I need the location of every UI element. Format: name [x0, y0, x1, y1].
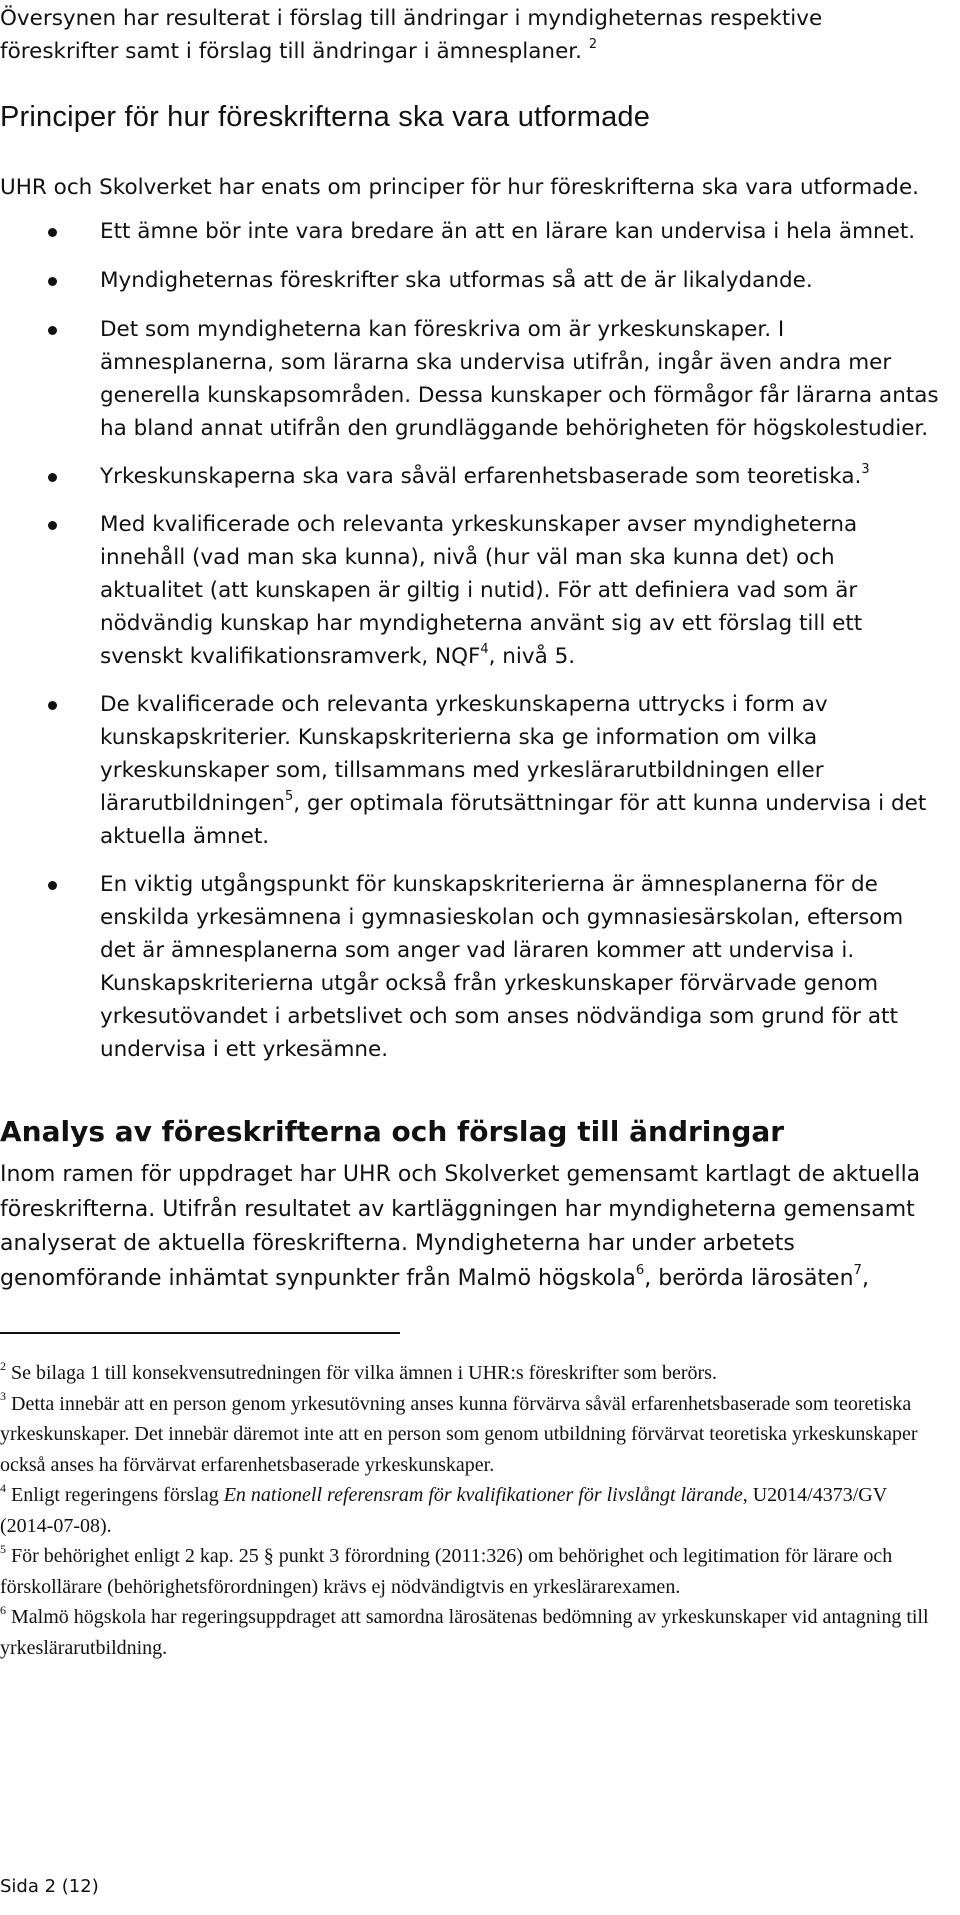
section-heading-analysis: Analys av föreskrifterna och förslag till ändringar: [0, 1115, 785, 1148]
list-item-text: , ger optimala förutsättningar för att kunna undervisa i det aktuella ämnet.: [100, 791, 927, 849]
bullet-dot-icon: [48, 326, 57, 335]
footnote-text: Detta innebär att en person genom yrkesutövning anses kunna förvärva såväl erfarenhetsbaserade som teoretiska yrkeskunskaper. Det innebär däremot inte att en person som genom utbildning förvärvat teoretiska yrkeskunskaper också anses ha förvärvat erfarenhetsbaserade yrkeskunskaper.: [0, 1392, 918, 1476]
footnote-text: Malmö högskola har regeringsuppdraget att samordna lärosätenas bedömning av yrkeskunskaper vid antagning till yrkeslärarutbildning.: [0, 1606, 929, 1659]
list-item: [0, 460, 940, 493]
section-heading-principles: Principer för hur föreskrifterna ska vara utformade: [0, 101, 651, 133]
bullet-dot-icon: [48, 277, 57, 286]
list-item: [0, 215, 940, 248]
footnote-number: 2: [0, 1358, 6, 1373]
intro-paragraph: [0, 2, 940, 68]
list-item: [0, 264, 940, 297]
footnote-ref[interactable]: 2: [588, 36, 598, 52]
list-item-text: En viktig utgångspunkt för kunskapskriterierna är ämnesplanerna för de enskilda yrkesämnena i gymnasieskolan och gymnasiesärskolan, eftersom det är ämnesplanerna som anger vad läraren kommer att undervisa i. Kunskapskriterierna utgår också från yrkeskunskaper förvärvade genom yrkesutövandet i arbetslivet och som anses nödvändiga som grund för att undervisa i ett yrkesämne.: [100, 872, 904, 1062]
bullet-dot-icon: [48, 473, 57, 482]
analysis-text: , berörda lärosäten: [644, 1265, 854, 1291]
intro-text: Översynen har resulterat i förslag till ändringar i myndigheternas respektive föreskrifter samt i förslag till ändringar i ämnesplaner.: [0, 6, 823, 64]
footnotes: [0, 1358, 940, 1663]
list-item-text: Ett ämne bör inte vara bredare än att en lärare kan undervisa i hela ämnet.: [100, 219, 916, 244]
footnote-ref[interactable]: 4: [480, 641, 489, 657]
footnote-number: 3: [0, 1389, 6, 1404]
footnote-number: 6: [0, 1602, 6, 1617]
list-item-text: Det som myndigheterna kan föreskriva om är yrkeskunskaper. I ämnesplanerna, som lärarna ska undervisa utifrån, ingår även andra mer generella kunskapsområden. Dessa kunskaper och förmågor får lärarna antas ha bland annat utifrån den grundläggande behörigheten för högskolestudier.: [100, 317, 939, 441]
list-item-text: De kvalificerade och relevanta yrkeskunskaperna uttrycks i form av kunskapskriterier. Kunskapskriterierna ska ge information om vilka yrkeskunskaper som, tillsammans med yrkeslärarutbildningen eller lärarutbildningen: [100, 692, 828, 816]
list-item: [0, 313, 940, 445]
footnote-divider: [0, 1332, 400, 1334]
analysis-paragraph: [0, 1158, 940, 1296]
list-item-text: Myndigheternas föreskrifter ska utformas så att de är likalydande.: [100, 268, 813, 293]
footnote-text: , U2014/4373/GV (2014-07-08).: [0, 1484, 887, 1537]
footnote-ref[interactable]: 7: [853, 1263, 862, 1279]
footnote-text: För behörighet enligt 2 kap. 25 § punkt 3 förordning (2011:326) om behörighet och legitimation för lärare och förskollärare (behörighetsförordningen) krävs ej nödvändigtvis en yrkeslärarexamen.: [0, 1545, 893, 1598]
analysis-text: Inom ramen för uppdraget har UHR och Skolverket gemensamt kartlagt de aktuella föreskrifterna. Utifrån resultatet av kartläggningen har myndigheterna gemensamt analyserat de aktuella föreskrifterna. Myndigheterna har under arbetets genomförande inhämtat synpunkter från Malmö högskola: [0, 1162, 921, 1291]
principles-lead: UHR och Skolverket har enats om principer för hur föreskrifterna ska vara utformade.: [0, 175, 920, 200]
bullet-dot-icon: [48, 701, 57, 710]
bullet-dot-icon: [48, 228, 57, 237]
list-item-text: Med kvalificerade och relevanta yrkeskunskaper avser myndigheterna innehåll (vad man ska kunna), nivå (hur väl man ska kunna det) och aktualitet (att kunskapen är giltig i nutid). För att definiera vad som är nödvändig kunskap har myndigheterna använt sig av ett förslag till ett svenskt kvalifikationsramverk, NQF: [100, 512, 863, 669]
list-item: [0, 868, 940, 1066]
list-item-text: Yrkeskunskaperna ska vara såväl erfarenhetsbaserade som teoretiska.: [100, 464, 862, 489]
footnote-number: 5: [0, 1541, 6, 1556]
footnote: [0, 1541, 940, 1602]
bullet-dot-icon: [48, 521, 57, 530]
footnote-ref[interactable]: 6: [635, 1263, 645, 1279]
bullet-dot-icon: [48, 881, 57, 890]
footnote: [0, 1389, 940, 1481]
page-number: Sida 2 (12): [0, 1876, 99, 1897]
list-item: [0, 508, 940, 673]
footnote-ref[interactable]: 3: [861, 461, 870, 477]
principles-list: [0, 215, 960, 1081]
footnote: [0, 1602, 940, 1663]
list-item: [0, 688, 940, 853]
footnote-text: Se bilaga 1 till konsekvensutredningen för vilka ämnen i UHR:s föreskrifter som berörs.: [11, 1362, 717, 1384]
footnote-text: Enligt regeringens förslag: [11, 1484, 224, 1506]
footnote: [0, 1480, 940, 1541]
footnote-number: 4: [0, 1480, 6, 1495]
footnote-title: En nationell referensram för kvalifikationer för livslångt lärande: [223, 1484, 743, 1506]
analysis-text: ,: [861, 1265, 869, 1291]
footnote-ref[interactable]: 5: [285, 788, 294, 804]
footnote: [0, 1358, 940, 1389]
list-item-text: , nivå 5.: [488, 644, 576, 669]
